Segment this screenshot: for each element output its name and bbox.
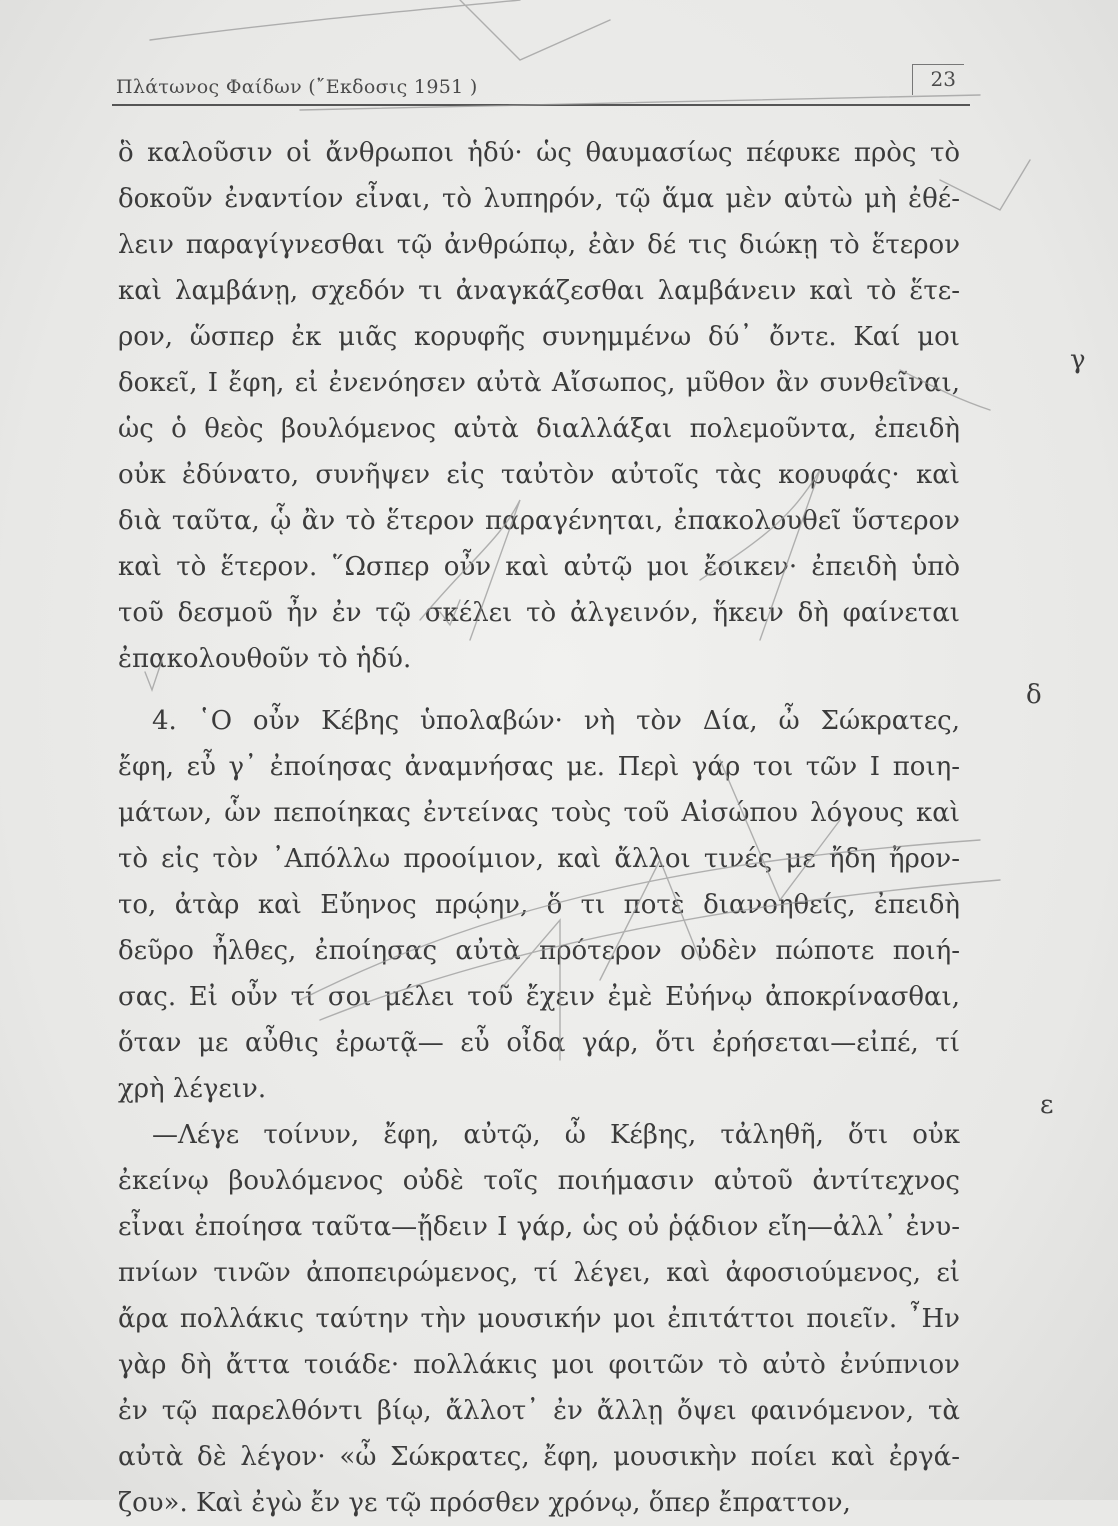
text-line: ρον, ὥσπερ ἐκ μιᾶς κορυφῆς συνημμένω δύ᾽ ὄντε. Καί μοι [118, 322, 960, 352]
text-line: τοῦ δεσμοῦ ἦν ἐν τῷ σκέλει τὸ ἀλγεινόν, ἥκειν δὴ φαίνεται [118, 598, 960, 628]
text-line: τὸ εἰς τὸν ᾽Απόλλω προοίμιον, καὶ ἄλλοι τινές με ἤδη ἤρον- [118, 844, 960, 874]
text-line: οὐκ ἐδύνατο, συνῆψεν εἰς ταὐτὸν αὐτοῖς τὰς κορυφάς· καὶ [118, 460, 960, 490]
text-line: ἐκείνῳ βουλόμενος οὐδὲ τοῖς ποιήμασιν αὐτοῦ ἀντίτεχνος [118, 1166, 960, 1196]
margin-letter-gamma: γ [1070, 345, 1086, 375]
dialog-first-line: —Λέγε τοίνυν, ἔφη, αὐτῷ, ὦ Κέβης, τἀληθῆ, ὅτι οὐκ [152, 1120, 960, 1150]
pencil-stroke [150, 0, 520, 40]
text-line: ἐν τῷ παρελθόντι βίῳ, ἄλλοτ᾽ ἐν ἄλλῃ ὄψει φαινόμενον, τὰ [118, 1396, 960, 1426]
text-line: δεῦρο ἦλθες, ἐποίησας αὐτὰ πρότερον οὐδὲν πώποτε ποιή- [118, 936, 960, 966]
text-line: δοκοῦν ἐναντίον εἶναι, τὸ λυπηρόν, τῷ ἅμα μὲν αὐτὼ μὴ ἐθέ- [118, 184, 960, 214]
text-line: εἶναι ἐποίησα ταῦτα—ᾔδειν I γάρ, ὡς οὐ ῥᾴδιον εἴη—ἀλλ᾽ ἐνυ- [118, 1212, 960, 1242]
text-line: ὃ καλοῦσιν οἱ ἄνθρωποι ἡδύ· ὡς θαυμασίως πέφυκε πρὸς τὸ [118, 138, 960, 168]
text-line: ἐπακολουθοῦν τὸ ἡδύ. [118, 644, 412, 674]
text-line: ἄρα πολλάκις ταύτην τὴν μουσικήν μοι ἐπιτάττοι ποιεῖν. ῏Ην [118, 1304, 960, 1334]
text-line: μάτων, ὧν πεποίηκας ἐντείνας τοὺς τοῦ Αἰσώπου λόγους καὶ [118, 798, 960, 828]
margin-letter-delta: δ [1026, 680, 1042, 710]
text-line: σας. Εἰ οὖν τί σοι μέλει τοῦ ἔχειν ἐμὲ Εὐήνῳ ἀποκρίνασθαι, [118, 982, 960, 1012]
text-line: λειν παραγίγνεσθαι τῷ ἀνθρώπῳ, ἐὰν δέ τις διώκῃ τὸ ἕτερον [118, 230, 960, 260]
text-line: διὰ ταῦτα, ᾧ ἂν τὸ ἕτερον παραγένηται, ἐπακολουθεῖ ὕστερον [118, 506, 960, 536]
text-line: ζου». Καὶ ἐγὼ ἔν γε τῷ πρόσθεν χρόνῳ, ὅπερ ἔπραττον, [118, 1488, 851, 1518]
page-number: 23 [912, 64, 964, 95]
text-line: δοκεῖ, I ἔφη, εἰ ἐνενόησεν αὐτὰ Αἴσωπος, μῦθον ἂν συνθεῖναι, [118, 368, 960, 398]
text-line: ἔφη, εὖ γ᾽ ἐποίησας ἀναμνήσας με. Περὶ γάρ τοι τῶν I ποιη- [118, 752, 960, 782]
text-line: καὶ τὸ ἕτερον. ῞Ωσπερ οὖν καὶ αὐτῷ μοι ἔοικεν· ἐπειδὴ ὑπὸ [118, 552, 960, 582]
pencil-stroke [460, 0, 610, 60]
section-gap [118, 682, 960, 698]
margin-letter-epsilon: ε [1040, 1090, 1054, 1120]
text-line: πνίων τινῶν ἀποπειρώμενος, τί λέγει, καὶ ἀφοσιούμενος, εἰ [118, 1258, 960, 1288]
text-line: ὅταν με αὖθις ἐρωτᾷ— εὖ οἶδα γάρ, ὅτι ἐρήσεται—εἰπέ, τί [118, 1028, 960, 1058]
text-line: γὰρ δὴ ἄττα τοιάδε· πολλάκις μοι φοιτῶν τὸ αὐτὸ ἐνύπνιον [118, 1350, 960, 1380]
text-line: αὐτὰ δὲ λέγον· «ὦ Σώκρατες, ἔφη, μουσικὴν ποίει καὶ ἐργά- [118, 1442, 960, 1472]
text-line: το, ἀτὰρ καὶ Εὔηνος πρῴην, ὅ τι ποτὲ διανοηθείς, ἐπειδὴ [118, 890, 960, 920]
running-title: Πλάτωνος Φαίδων (῎Εκδοσις 1951 ) [116, 76, 478, 98]
text-line: ὡς ὁ θεὸς βουλόμενος αὐτὰ διαλλάξαι πολεμοῦντα, ἐπειδὴ [118, 414, 960, 444]
section-4-first-line: 4. ῾Ο οὖν Κέβης ὑπολαβών· νὴ τὸν Δία, ὦ Σώκρατες, [152, 706, 960, 736]
text-line: καὶ λαμβάνῃ, σχεδόν τι ἀναγκάζεσθαι λαμβάνειν καὶ τὸ ἕτε- [118, 276, 960, 306]
main-text [118, 130, 960, 1526]
text-line: χρὴ λέγειν. [118, 1074, 267, 1104]
page-header [112, 67, 970, 106]
